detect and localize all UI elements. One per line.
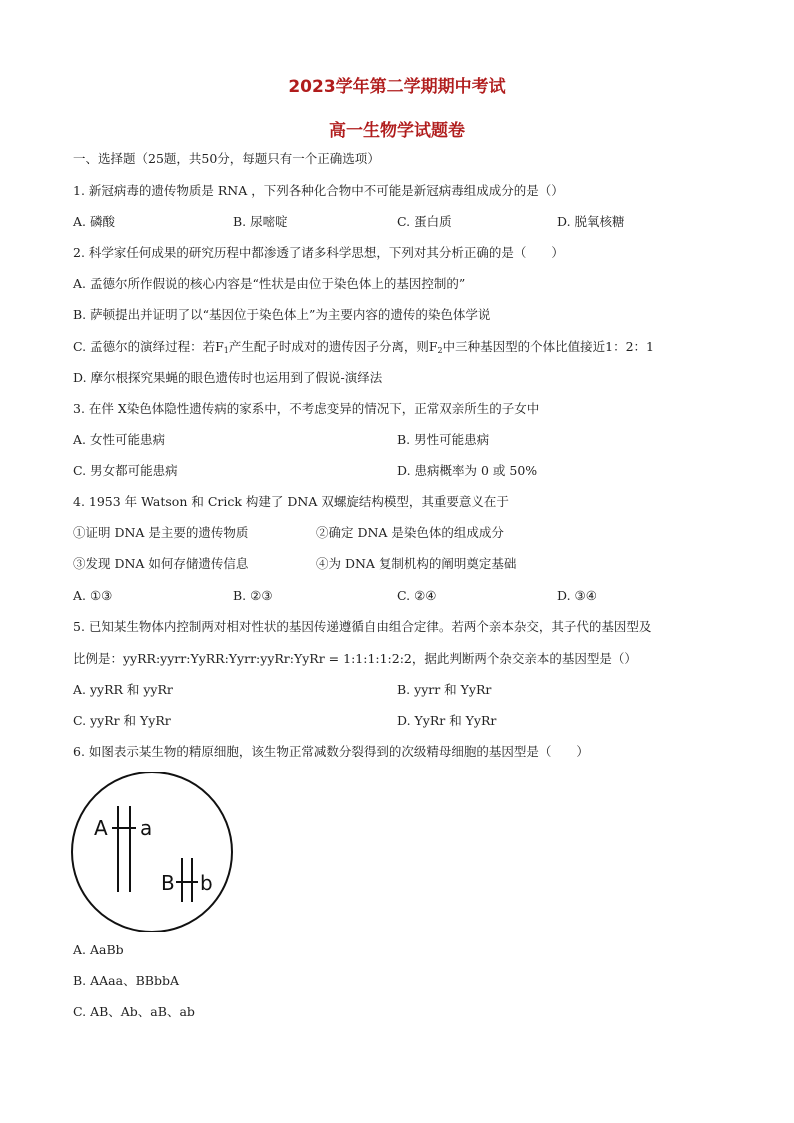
- question-4-option-b: B. ②③: [233, 588, 273, 603]
- question-6-option-a: A. AaBb: [73, 942, 124, 957]
- question-3-stem: 3. 在伴 X染色体隐性遗传病的家系中，不考虑变异的情况下，正常双亲所生的子女中: [73, 401, 540, 416]
- question-4-stem: 4. 1953 年 Watson 和 Crick 构建了 DNA 双螺旋结构模型，其重要意义在于: [73, 494, 509, 509]
- question-5-stem-line-2: 比例是：yyRR:yyrr:YyRR:Yyrr:yyRr:YyRr = 1:1:1:1:2:2，据此判断两个杂交亲本的基因型是（）: [73, 651, 637, 666]
- question-3-option-d: D. 患病概率为 0 或 50%: [397, 463, 538, 478]
- exam-subtitle: 高一生物学试题卷: [329, 121, 465, 141]
- question-5-option-c: C. yyRr 和 YyRr: [73, 713, 171, 728]
- question-3-option-a: A. 女性可能患病: [73, 432, 165, 447]
- question-2-option-d: D. 摩尔根探究果蝇的眼色遗传时也运用到了假说-演绎法: [73, 370, 383, 385]
- question-4-statement-1: ①证明 DNA 是主要的遗传物质: [73, 525, 249, 540]
- question-5-option-b: B. yyrr 和 YyRr: [397, 682, 492, 697]
- question-5-option-d: D. YyRr 和 YyRr: [397, 713, 497, 728]
- question-1-option-b: B. 尿嘧啶: [233, 214, 288, 229]
- question-6-option-b: B. AAaa、BBbbA: [73, 973, 179, 988]
- question-1-option-a: A. 磷酸: [73, 214, 115, 229]
- subscript-1: 1: [223, 346, 229, 355]
- allele-label-a: a: [140, 816, 153, 840]
- question-2-option-a: A. 孟德尔所作假说的核心内容是“性状是由位于染色体上的基因控制的”: [73, 276, 466, 291]
- question-1-option-c: C. 蛋白质: [397, 214, 452, 229]
- question-3-option-c: C. 男女都可能患病: [73, 463, 178, 478]
- question-4-statement-4: ④为 DNA 复制机构的阐明奠定基础: [316, 556, 517, 571]
- question-6-stem: 6. 如图表示某生物的精原细胞，该生物正常减数分裂得到的次级精母细胞的基因型是（ ）: [73, 744, 589, 759]
- cell-membrane: [72, 772, 232, 932]
- exam-title: 2023学年第二学期期中考试: [288, 77, 506, 97]
- question-1-stem: 1. 新冠病毒的遗传物质是 RNA ，下列各种化合物中不可能是新冠病毒组成成分的是（）: [73, 183, 564, 198]
- question-4-option-c: C. ②④: [397, 588, 437, 603]
- option-c-text-middle: 产生配子时成对的遗传因子分离，则F: [228, 339, 438, 354]
- question-4-option-a: A. ①③: [73, 588, 113, 603]
- question-2-option-c: [73, 338, 654, 360]
- option-c-text-end: 中三种基因型的个体比值接近1：2：1: [442, 339, 654, 354]
- question-4-statement-2: ②确定 DNA 是染色体的组成成分: [316, 525, 504, 540]
- question-2-option-b: B. 萨顿提出并证明了以“基因位于染色体上”为主要内容的遗传的染色体学说: [73, 307, 491, 322]
- question-4-option-d: D. ③④: [557, 588, 597, 603]
- question-1-option-d: D. 脱氧核糖: [557, 214, 625, 229]
- allele-label-b: b: [200, 871, 213, 895]
- section-heading: 一、选择题（25题，共50分，每题只有一个正确选项）: [73, 151, 380, 166]
- question-5-stem-line-1: 5. 已知某生物体内控制两对相对性状的基因传递遵循自由组合定律。若两个亲本杂交，其子代的基因型及: [73, 619, 652, 634]
- subscript-2: 2: [437, 346, 443, 355]
- question-5-option-a: A. yyRR 和 yyRr: [73, 682, 173, 697]
- question-4-statement-3: ③发现 DNA 如何存储遗传信息: [73, 556, 249, 571]
- allele-label-B: B: [161, 871, 175, 895]
- question-2-stem: 2. 科学家任何成果的研究历程中都渗透了诸多科学思想，下列对其分析正确的是（ ）: [73, 245, 564, 260]
- sperm-mother-cell-diagram: [70, 772, 240, 932]
- question-6-option-c: C. AB、Ab、aB、ab: [73, 1004, 195, 1019]
- allele-label-A: A: [94, 816, 108, 840]
- question-3-option-b: B. 男性可能患病: [397, 432, 490, 447]
- option-c-text-start: C. 孟德尔的演绎过程：若F: [73, 339, 224, 354]
